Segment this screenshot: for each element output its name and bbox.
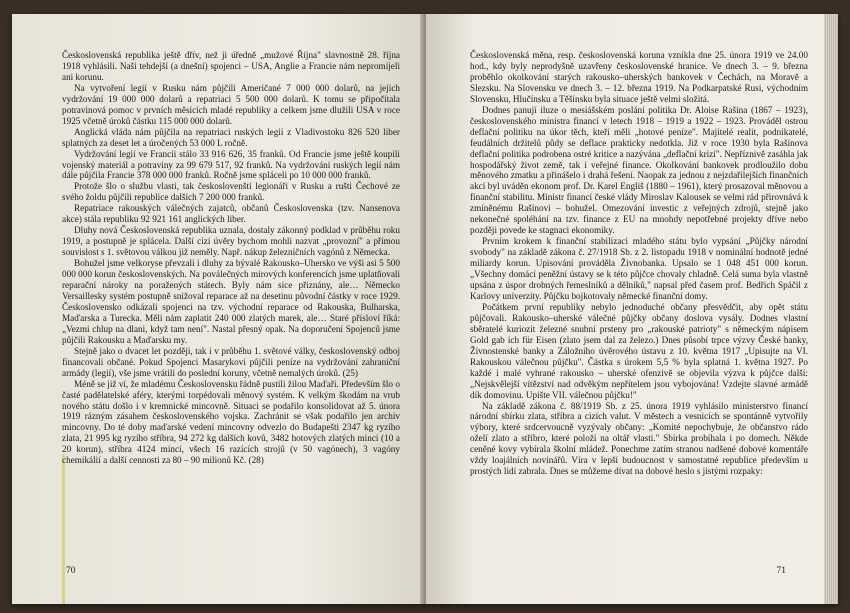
left-page-text <box>62 50 400 466</box>
left-page <box>12 14 424 604</box>
paragraph: Počátkem první republiky nebylo jednoduché občany přesvědčit, aby opět státu půjčovali. Rakousko–uherské válečné půjčky občany doslova vysály. Dodnes vlastní sběratelé kuriozit železné snubní prsteny pro „rakouské patrioty" s německým nápisem Gold gab ich für Eisen (zlato jsem dal za železo.) Dnes působí trpce výzvy České banky, Živnostenské banky a Záložního úvěrového ústavu z 10. května 1917 „Upisujte na VI. Rakouskou válečnou půjčku". Částka s úrokem 5,5 % byla splatná 1. května 1927. Po každé i malé vyhrané rakousko – uherské ofenzivě se objevila výzva k půjčce další: „Nejskvělejší vítězství nad odvěkým nepřítelem jsou vybojována! Vzdejte slavné armádě dík domovinu. Upište VII. válečnou půjčku!" <box>470 301 808 400</box>
right-page <box>426 14 838 604</box>
book-spread <box>12 14 838 604</box>
paragraph: Dluhy nová Československá republika uznala, dostaly zákonný podklad v průběhu roku 1919, a postupně je splácela. Další cizí úvěry bychom mohli nazvat „provozní" a přímou souvislost s 1. světovou válkou již neměly. Např. nákup železničních vagónů z Německa. <box>62 225 400 258</box>
right-page-number: 71 <box>776 566 786 576</box>
paragraph: Na vytvoření legií v Rusku nám půjčili Američané 7 000 000 dolarů, na jejich vydržování 19 000 000 dolarů a repatriaci 5 500 000 dolarů. K tomu se připočítala potravinová pomoc v prvních měsících mladé republiky a celkem jsme dlužili USA v roce 1925 včetně úroků částku 115 000 000 dolarů. <box>62 82 400 126</box>
paragraph: Bohužel jsme velkoryse převzali i dluhy za bývalé Rakousko–Uhersko ve výši asi 5 500 000 000 korun československých. Na poválečných mírových konferencích jsme uplatňovali reparační nároky na poražených státech. Byly nám sice přiznány, ale… Německo Versaillesky systém postupně snižoval reparace až na desetinu původní částky v roce 1929. Československo odkázali spojenci na tzv. východní reparace od Rakouska, Bulharska, Maďarska a Turecka. Měli nám zaplatit 240 000 zlatých marek, ale… Staré přísloví říká: „Vezmi chlup na dlani, když tam není". Nastal přesný opak. Na doporučení Spojenců jsme půjčili Rakousku a Maďarsku my. <box>62 258 400 345</box>
paragraph: Dodnes panují iluze o mesiášském poslání politika Dr. Aloise Rašína (1867 – 1923), československého ministra financí v letech 1918 – 1919 a 1922 – 1923. Prováděl ostrou deflační politiku na úkor těch, kteří měli „hotové peníze". Majitelé realit, podnikatelé, feudálních držitelů půdy se deflace prakticky nedotkla. Již v roce 1930 byla Rašínova deflační politika podrobena ostré kritice a nazývána „deflační krizí". Nepříznivě zasáhla jak hospodářský život země, tak i veřejné finance. Okolkování bankovek prodloužilo dobu měnového zmatku a přinášelo i drahá řešení. Naopak za jednou z nejzdařilejších finančních akcí byl uváděn ekonom prof. Dr. Karel Engliš (1880 – 1961), který prosazoval měnovou a finanční stabilitu. Ministr financí české vlády Miroslav Kalousek se velmi rád přirovnává k zmíněnému Rašínovi – bohužel. Omezování investic z veřejných zdrojů, stejně jako nekonečné spoléhání na tzv. finance z EU na mnohdy nepotřebné projekty dříve nebo později povede ke stagnaci ekonomiky. <box>470 104 808 236</box>
margin-highlight <box>62 454 65 604</box>
paragraph: Protože šlo o službu vlasti, tak českoslovenští legionáři v Rusku a rušti Čechové ze svého žoldu půjčili republice dalších 7 200 000 franků. <box>62 181 400 203</box>
right-page-text <box>470 50 808 477</box>
paragraph: Anglická vláda nám půjčila na repatriaci ruských legií z Vladivostoku 826 520 liber splatných za deset let a úročených 53 000 L ročně. <box>62 126 400 148</box>
left-page-number: 70 <box>66 566 76 576</box>
paragraph: Repatriace rakouských válečných zajatců, občanů Československa (tzv. Nansenova akce) stála republiku 92 921 161 anglických liber. <box>62 203 400 225</box>
paragraph: Československá měna, resp. československá koruna vznikla dne 25. února 1919 ve 24.00 hod., kdy byly neprodyšně uzavřeny československé hranice. Ve dnech 3. – 9. března proběhlo okolkování starých rakousko–uherských bankovek v Čechách, na Moravě a Slezsku. Na Slovensku ve dnech 3. – 12. března 1919. Na Podkarpatské Rusi, východním Slovensku, Hlučínsku a Těšínsku byla situace ještě velmi složitá. <box>470 50 808 104</box>
page-edges <box>824 14 838 604</box>
paragraph: Prvním krokem k finanční stabilizaci mladého státu bylo vypsání „Půjčky národní svobody" na základě zákona č. 27/1918 Sb. z 2. listopadu 1918 v nominální hodnotě jedné miliardy korun. Upisování prováděla Živnobanka. Upsalo se 1 048 451 000 korun. „Všechny domácí peněžní ústavy se k této půjčce chovaly chladně. Celá suma byla vlastně upsána z úspor drobných řemeslníků a dělníků," napsal před časem prof. Bedřich Spáčil z Karlovy univerzity. Půjčku bojkotovaly německé finanční domy. <box>470 236 808 301</box>
paragraph: Méně se již ví, že mladému Československu řádně pustili žilou Maďaři. Především šlo o časté padělatelské aféry, kterými torpédovali měnový systém. K velkým škodám na vrub nového státu došlo i v kremnické mincovně. Situaci se podařilo konsolidovat až 5. února 1919 rázným zásahem československého vojska. Zachránit se však podařilo jen archiv mincovny. Do té doby maďarské vedení mincovny odvezlo do Budapešti 2347 kg ryzího zlata, 21 995 kg ryzího stříbra, 94 272 kg dalších kovů, 3482 hotových zlatých mincí (10 a 20 korun), stříbra 4124 mincí, všech 16 razících strojů (v 50 vagónech), 3 vagóny chemikálií a další cennosti za 80 – 90 milionů Kč. (28) <box>62 378 400 466</box>
paragraph: Na základě zákona č. 88/1919 Sb. z 25. února 1919 vyhlásilo ministerstvo financí národní sbírku zlata, stříbra a cizích valut. V městech a vesnicích se spontánně vytvořily výbory, které srdcervoucně vyzývaly občany: „Komité nepochybuje, že občanstvo rádo oželí zlato a stříbro, které položí na oltář vlasti." Sbírka probíhala i po domech. Někde ceněné kovy vybírala školní mládež. Ponechme zatím stranou nadšené dobové komentáře vždy loajálních novinářů. Víra v lepší budoucnost v samostatné republice především u prostých lidí zabrala. Dnes se můžeme dívat na dobové heslo s jistými rozpaky: <box>470 400 808 477</box>
paragraph: Stejně jako o dvacet let později, tak i v průběhu 1. světové války, československý odboj financovali občané. Pokud Spojenci Masarykovi půjčili peníze na vydržování zahraniční armády (legií), vše jsme vrátili do poslední koruny, včetně nemalých úroků. (25) <box>62 345 400 378</box>
paragraph: Československá republika ještě dřív, než ji úředně „mužové Října" slavnostně 28. října 1918 vyhlásili. Naši tehdejší (a dnešní) spojenci – USA, Anglie a Francie nám nepromíjeli ani korunu. <box>62 50 400 82</box>
paragraph: Vydržování legií ve Francii stálo 33 916 626, 35 franků. Od Francie jsme ještě koupili vojenský materiál a potraviny za 99 679 517, 92 franků. Na vydržování ruských legií nám dále půjčila Francie 378 000 000 franků. Ročně jsme spláceli po 10 000 000 franků. <box>62 148 400 181</box>
